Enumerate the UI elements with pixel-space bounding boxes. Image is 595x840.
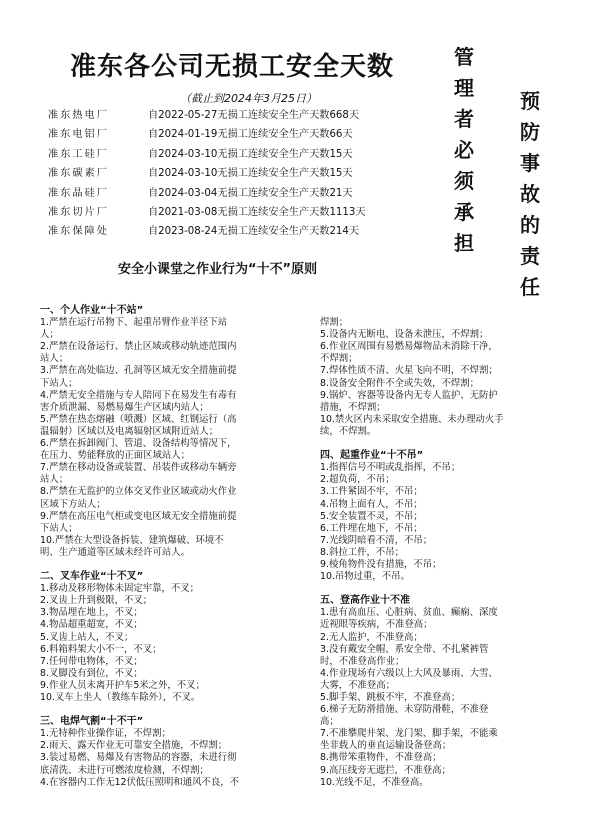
rule-line: 近视眼等疾病，不准登高；: [320, 619, 433, 631]
rule-line: 站人；: [40, 353, 69, 365]
rule-line: 4.物品超重超宽，不叉；: [40, 619, 143, 631]
rule-line: 底清洗、未进行可燃浓度检测，不焊割；: [40, 764, 209, 776]
safety-days-row: [48, 164, 366, 183]
safety-days-row: [48, 145, 366, 164]
section-heading: 三、电焊气割“十不干”: [40, 716, 144, 728]
rule-line: 6.工件埋在地下，不吊；: [320, 522, 423, 534]
safety-days-row: [48, 222, 366, 241]
rule-line: 8.严禁在无监护的立体交叉作业区域或动火作业: [40, 486, 237, 498]
rule-line: 续，不焊割。: [320, 425, 377, 437]
company-name: 准东碳素厂: [48, 168, 109, 180]
rule-line: 4.作业现场有六级以上大风及暴雨、大雪、: [320, 667, 498, 679]
rule-line: 9.棱角物件没有措施，不吊；: [320, 558, 442, 570]
rule-line: 5.脚手架、跳板不牢，不准登高；: [320, 692, 461, 703]
rule-line: 高；: [320, 716, 339, 728]
safety-days-list: [48, 106, 366, 242]
rule-line: 1.无特种作业操作证，不焊割；: [40, 728, 171, 740]
rule-line: 4.吊物上面有人，不吊；: [320, 498, 423, 510]
section-subtitle: 安全小课堂之作业行为“十不”原则: [118, 262, 318, 277]
slogan-char: 担: [454, 231, 474, 255]
rule-line: 不焊割；: [320, 353, 358, 365]
rule-line: 时，不准登高作业；: [320, 655, 405, 667]
rule-line: 1.患有高血压、心脏病、贫血、癫痫、深度: [320, 607, 498, 619]
rule-line: 7.光线阴暗看不清，不吊；: [320, 534, 433, 546]
rule-line: 8.携带笨重物件，不准登高；: [320, 752, 442, 764]
rule-line: 6.作业区周围有易燃易爆物品未消除干净，: [320, 341, 498, 353]
section-heading: 二、叉车作业“十不叉”: [40, 571, 144, 583]
slogan-char: 事: [520, 151, 540, 175]
rule-line: 害介质泄漏、易燃易爆生产区域内站人；: [40, 401, 209, 413]
rule-line: 2.雨天、露天作业无可靠安全措施，不焊割；: [40, 740, 228, 752]
rule-line: 8.叉脚没有到位，不叉；: [40, 667, 143, 679]
rule-line: 明、生产通道等区域未经许可站人。: [40, 546, 191, 558]
deadline-note: （截止到2024年3月25日）: [180, 92, 317, 105]
rule-line: 10.严禁在大型设备拆装、建筑爆破、环境不: [40, 534, 224, 546]
safety-days-row: [48, 184, 366, 203]
rule-line: 5.严禁在热态熔融（喷溅）区域、红钢运行（高: [40, 413, 237, 425]
rule-line: 4.在容器内工作无12伏低压照明和通风不良，不: [40, 776, 240, 788]
rule-line: 6.严禁在拆卸阀门、管道、设备结构等情况下，: [40, 438, 237, 450]
page-title: 准东各公司无损工安全天数: [70, 52, 395, 82]
rule-line: 2.叉齿上升到极限，不叉；: [40, 595, 153, 607]
company-name: 准东电铝厂: [48, 129, 109, 141]
safety-days-text: 自2023-08-24无损工连续安全生产天数214天: [148, 226, 360, 238]
company-name: 准东热电厂: [48, 110, 109, 121]
safety-days-text: 自2024-03-10无损工连续安全生产天数15天: [148, 168, 353, 180]
slogan-char: 的: [520, 213, 540, 237]
rule-line: 2.超负荷，不吊；: [320, 474, 395, 486]
rule-line: 7.焊体性质不清、火星飞向不明，不焊割；: [320, 365, 498, 377]
rule-line: 6.梯子无防滑措施、未穿防滑鞋，不准登: [320, 704, 489, 716]
safety-days-text: 自2024-01-19无损工连续安全生产天数66天: [148, 129, 353, 141]
rule-line: 9.锅炉、容器等设备内无专人监护、无防护: [320, 389, 498, 401]
rule-line: 1.移动及移形物体未固定牢靠，不叉；: [40, 583, 199, 595]
company-name: 准东保障处: [48, 226, 109, 238]
company-name: 准东晶硅厂: [48, 187, 109, 199]
safety-days-row: [48, 203, 366, 222]
safety-days-text: 自2021-03-08无损工连续安全生产天数1113天: [148, 207, 366, 219]
section-heading: 四、起重作业“十不吊”: [320, 450, 424, 462]
rule-line: 区域下方站人；: [40, 498, 106, 510]
rule-line: 5.安全装置不灵，不吊；: [320, 510, 423, 522]
spacer: [320, 305, 575, 317]
slogan-char: 防: [520, 120, 540, 144]
rule-line: 1.严禁在运行吊物下、起重吊臂作业半径下站: [40, 317, 228, 329]
slogan-char: 须: [454, 169, 474, 193]
rule-line: 5.叉齿上站人，不叉；: [40, 631, 134, 643]
safety-days-text: 自2022-05-27无损工连续安全生产天数668天: [148, 110, 360, 121]
company-name: 准东切片厂: [48, 207, 109, 219]
safety-days-row: [48, 125, 366, 144]
rule-line: 7.严禁在移动设备或装置、吊装件或移动车辆旁: [40, 462, 237, 474]
vertical-slogan-2: [518, 86, 542, 303]
rule-line: 3.工件紧固不牢，不吊；: [320, 486, 423, 498]
rule-line: 3.严禁在高处临边、孔洞等区域无安全措施前提: [40, 365, 237, 377]
safety-days-text: 自2024-03-10无损工连续安全生产天数15天: [148, 148, 353, 160]
rule-line: 10.叉车上坐人（教练车除外），不叉。: [40, 692, 201, 703]
spacer: [40, 704, 300, 716]
rule-line: 4.严禁无安全措施与专人陪同下在易发生有毒有: [40, 389, 237, 401]
rule-line: 8.斜拉工件，不吊；: [320, 546, 404, 558]
safety-days-text: 自2024-03-04无损工连续安全生产天数21天: [148, 187, 353, 199]
slogan-char: 必: [454, 138, 474, 162]
rule-line: 站人；: [40, 474, 69, 486]
rule-line: 8.设备安全附件不全或失效，不焊割；: [320, 377, 479, 389]
safety-days-row: [48, 106, 366, 125]
rule-line: 9.作业人员未离开护车5米之外，不叉；: [40, 679, 205, 691]
slogan-char: 者: [454, 107, 474, 131]
rule-line: 3.没有戴安全帽、系安全带、不扎紧裤管: [320, 643, 489, 655]
right-column: [320, 305, 575, 789]
spacer: [40, 559, 300, 571]
rule-line: 人；: [40, 329, 59, 341]
rule-line: 10.禁火区内未采取安全措施、未办理动火手: [320, 413, 504, 425]
rule-line: 3.装过易燃、易爆及有害物品的容器，未进行彻: [40, 752, 237, 764]
slogan-char: 任: [520, 275, 540, 299]
spacer: [320, 438, 575, 450]
rule-line: 2.无人监护，不准登高；: [320, 631, 423, 643]
rule-line: 1.指挥信号不明或乱指挥，不吊；: [320, 462, 461, 474]
rule-line: 焊割；: [320, 317, 349, 329]
rule-line: 温辐射）区域以及电离辐射区域附近站人；: [40, 425, 219, 437]
slogan-char: 承: [454, 200, 474, 224]
slogan-char: 责: [520, 244, 540, 268]
rule-line: 坐非载人的垂直运输设备登高；: [320, 740, 452, 752]
rule-line: 下站人；: [40, 522, 78, 534]
rule-line: 7.任何带电物体，不叉；: [40, 655, 143, 667]
slogan-char: 预: [520, 89, 540, 113]
company-name: 准东工硅厂: [48, 148, 109, 160]
left-column: [40, 305, 300, 789]
rule-line: 大雾，不准登高；: [320, 679, 396, 691]
rule-line: 3.物品埋在地上，不叉；: [40, 607, 143, 619]
rule-line: 6.料箱料架大小不一，不叉；: [40, 643, 162, 655]
rule-line: 5.设备内无断电、设备未泄压，不焊割；: [320, 329, 489, 341]
slogan-char: 管: [454, 45, 474, 69]
rule-line: 9.高压线旁无遮拦，不准登高；: [320, 764, 451, 776]
rule-line: 2.严禁在设备运行、禁止区域或移动轨迹范围内: [40, 341, 237, 353]
rule-line: 下站人；: [40, 377, 78, 389]
rule-line: 在压力、势能释放的正面区域站人；: [40, 450, 191, 462]
slogan-char: 理: [454, 76, 474, 100]
section-heading: 五、登高作业十不准: [320, 595, 410, 607]
rule-line: 7.不准攀爬井架、龙门架、脚手架，不能乘: [320, 728, 498, 740]
rule-line: 9.严禁在高压电气柜或变电区域无安全措施前提: [40, 510, 237, 522]
rule-line: 10.吊物过重，不吊。: [320, 571, 410, 583]
section-heading: 一、个人作业“十不站”: [40, 305, 144, 316]
slogan-char: 故: [520, 182, 540, 206]
spacer: [320, 583, 575, 595]
rule-line: 措施，不焊割；: [320, 401, 386, 413]
vertical-slogan-1: [452, 42, 476, 259]
rule-line: 10.光线不足，不准登高。: [320, 776, 429, 788]
